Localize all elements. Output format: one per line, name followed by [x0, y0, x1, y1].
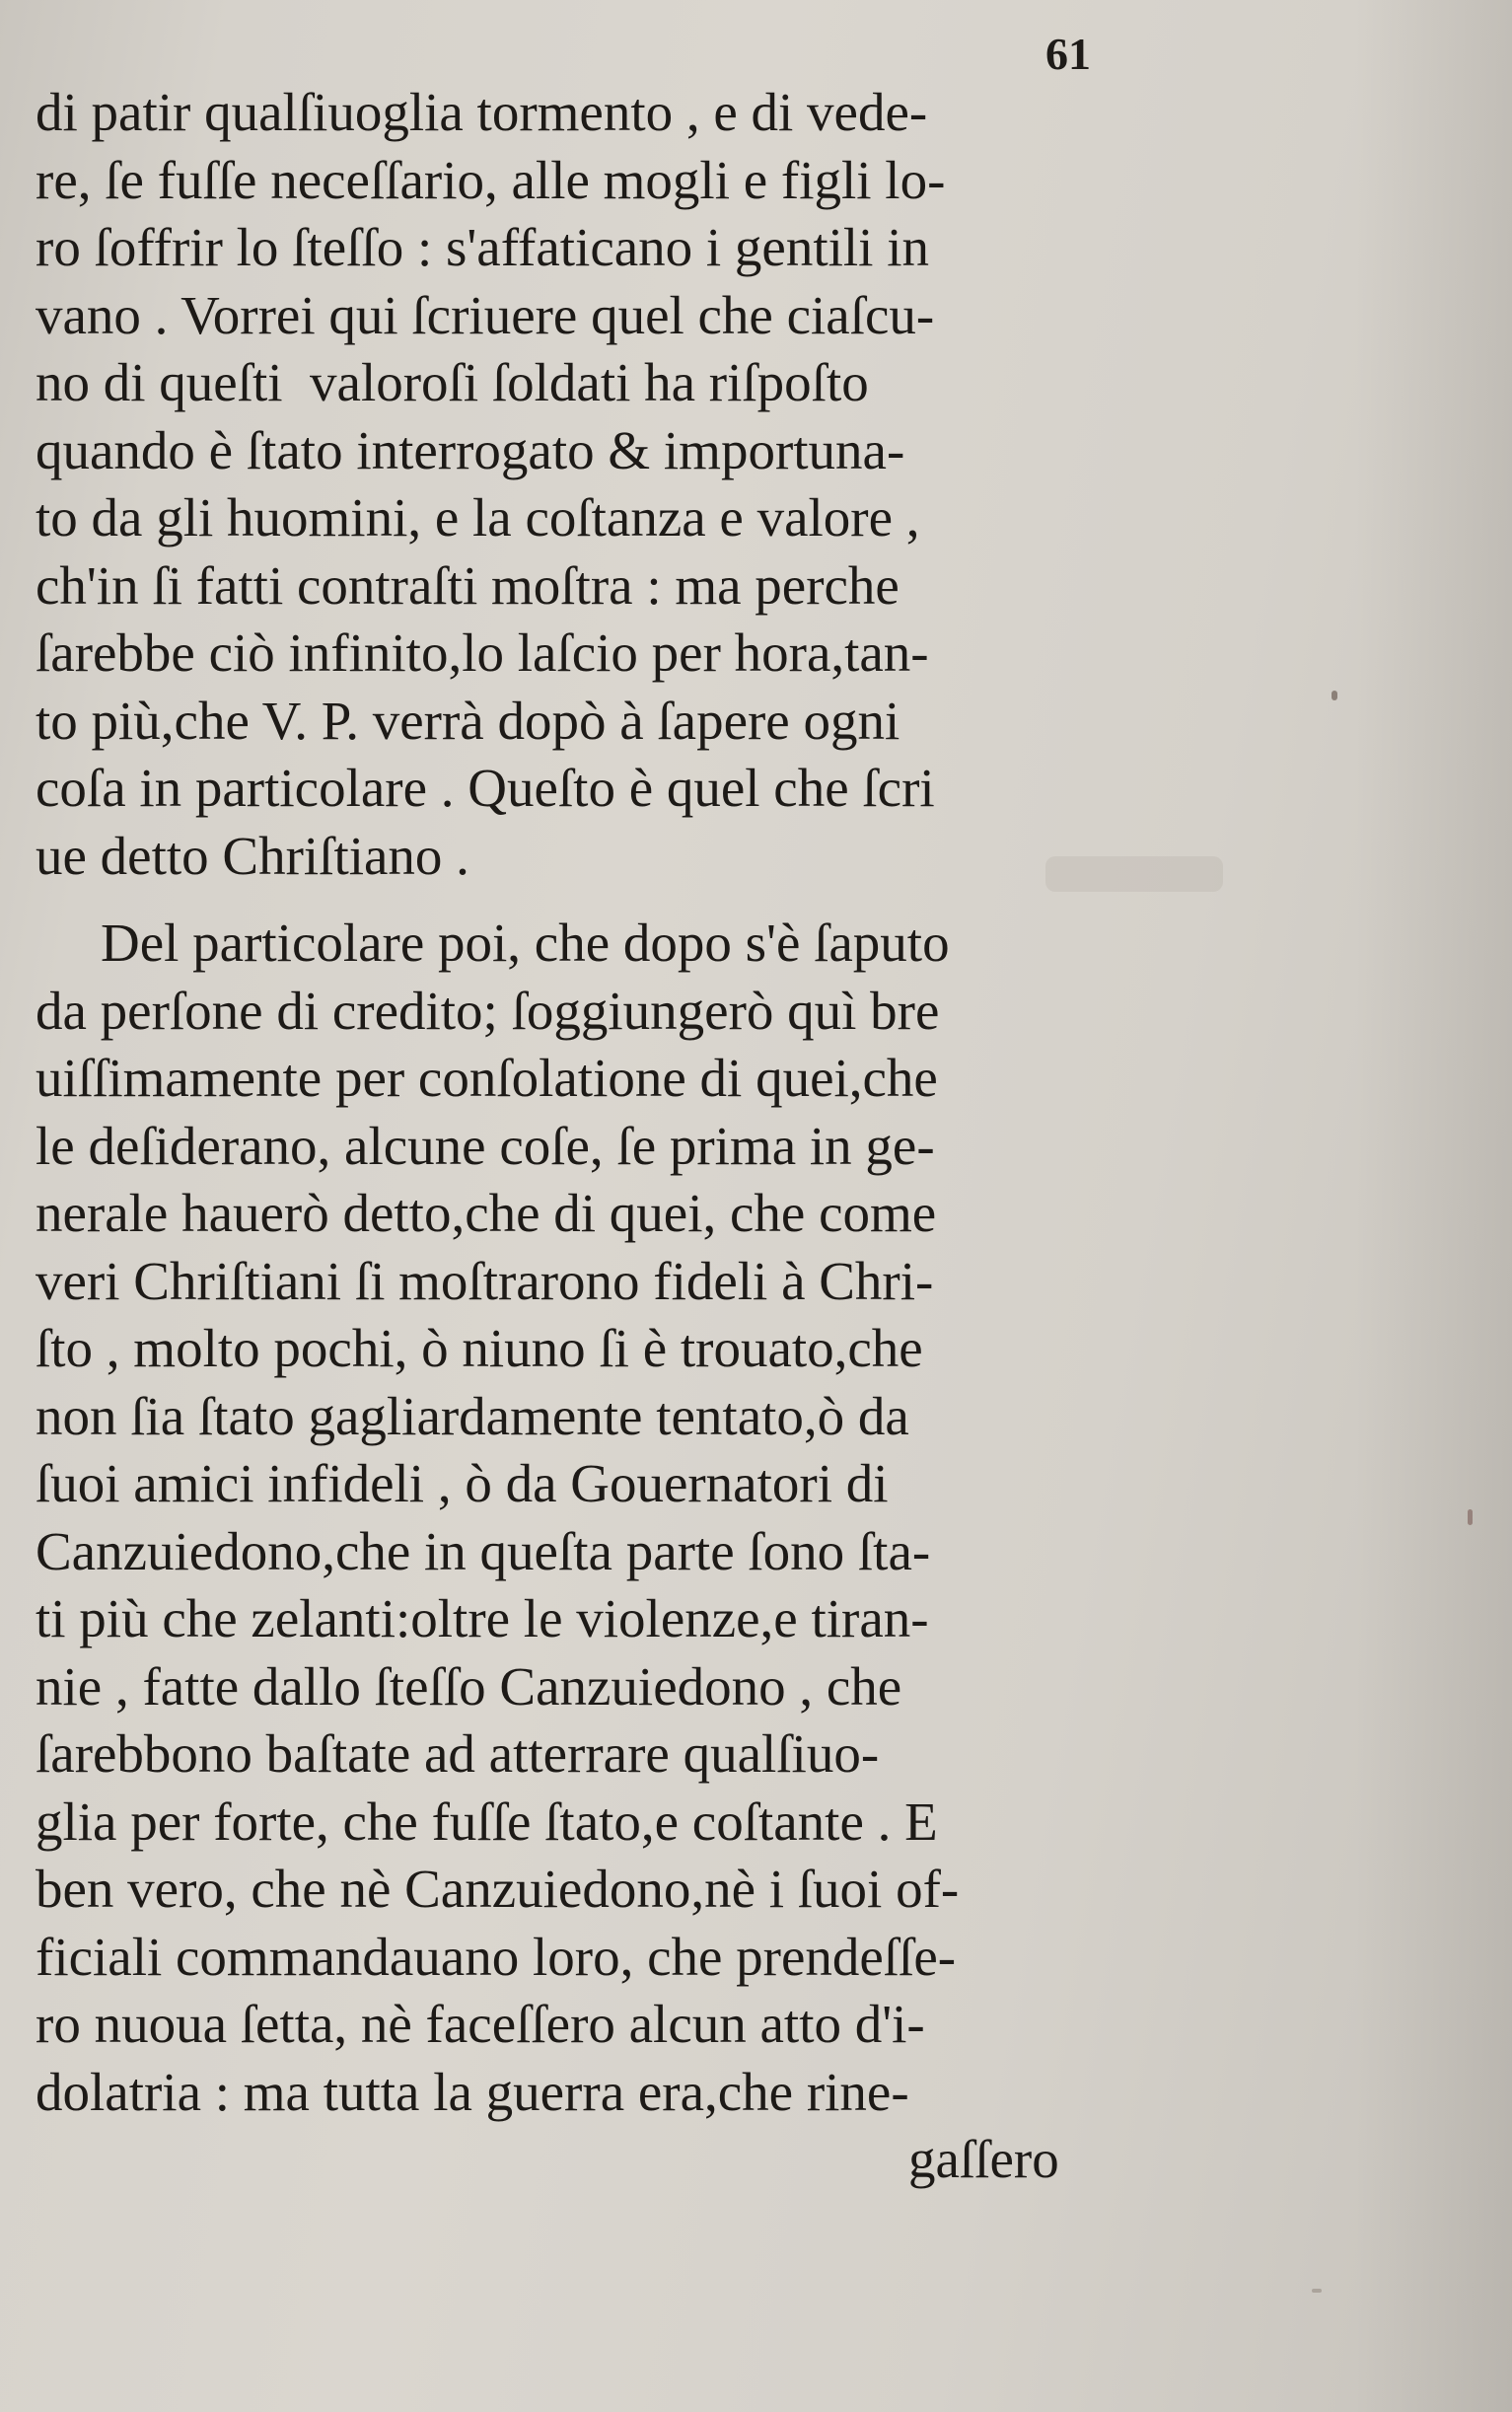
text-line: dolatria : ma tutta la guerra era,che rine-: [36, 2061, 909, 2122]
page-shadow: [1354, 0, 1512, 2412]
text-line: to da gli huomini, e la coſtanza e valore ,: [36, 487, 920, 548]
paper-speck: [1468, 1509, 1473, 1525]
paper-speck: [1332, 691, 1337, 700]
catchword: gaſſero: [908, 2129, 1059, 2189]
text-line: re, ſe fuſſe neceſſario, alle mogli e figli lo-: [36, 149, 946, 210]
paragraph-first-line: Del particolare poi, che dopo s'è ſaputo: [101, 913, 950, 973]
text-line: ſarebbe ciò infinito,lo laſcio per hora,tan-: [36, 622, 929, 683]
text-line: nie , fatte dallo ſteſſo Canzuiedono , che: [36, 1655, 902, 1717]
text-line: di patir qualſiuoglia tormento , e di vede-: [36, 82, 928, 142]
text-line: vano . Vorrei qui ſcriuere quel che ciaſcu-: [36, 284, 935, 345]
text-line: le deſiderano, alcune coſe, ſe prima in ge-: [36, 1115, 935, 1176]
text-line: Canzuiedono,che in queſta parte ſono ſta-: [36, 1520, 931, 1581]
text-line: ch'in ſi fatti contraſti moſtra : ma perche: [36, 554, 900, 616]
text-line: to più,che V. P. verrà dopò à ſapere ogni: [36, 690, 900, 751]
text-line: da perſone di credito; ſoggiungerò quì bre: [36, 980, 940, 1041]
text-line: ben vero, che nè Canzuiedono,nè i ſuoi of-: [36, 1859, 960, 1919]
text-line: quando è ſtato interrogato & importuna-: [36, 419, 905, 480]
text-line: nerale hauerò detto,che di quei, che come: [36, 1183, 937, 1243]
text-line: non ſia ſtato gagliardamente tentato,ò da: [36, 1385, 909, 1446]
page-number: 61: [1045, 29, 1091, 79]
text-line: ſuoi amici infideli , ò da Gouernatori di: [36, 1453, 889, 1513]
text-line: ue detto Chriſtiano .: [36, 825, 469, 886]
text-line: ficiali commandauano loro, che prendeſſe-: [36, 1926, 957, 1987]
paper-speck: [1312, 2289, 1322, 2293]
text-line: glia per forte, che fuſſe ſtato,e coſtante . E: [36, 1791, 938, 1852]
body-text: [36, 79, 1180, 2194]
text-line: veri Chriſtiani ſi moſtrarono fideli à Chri-: [36, 1250, 934, 1311]
text-line: ſto , molto pochi, ò niuno ſi è trouato,che: [36, 1318, 923, 1378]
text-line: ti più che zelanti:oltre le violenze,e tiran-: [36, 1588, 929, 1648]
text-line: ſarebbono baſtate ad atterrare qualſiuo-: [36, 1723, 880, 1784]
text-line: coſa in particolare . Queſto è quel che ſcri: [36, 758, 935, 818]
paragraph-gap: [36, 890, 1180, 910]
text-line: uiſſimamente per conſolatione di quei,che: [36, 1048, 938, 1108]
text-line: ro nuoua ſetta, nè faceſſero alcun atto d'i-: [36, 1994, 925, 2054]
text-line: no di queſti valoroſi ſoldati ha riſpoſto: [36, 352, 869, 412]
text-line: ro ſoffrir lo ſteſſo : s'affaticano i gentili in: [36, 217, 929, 277]
